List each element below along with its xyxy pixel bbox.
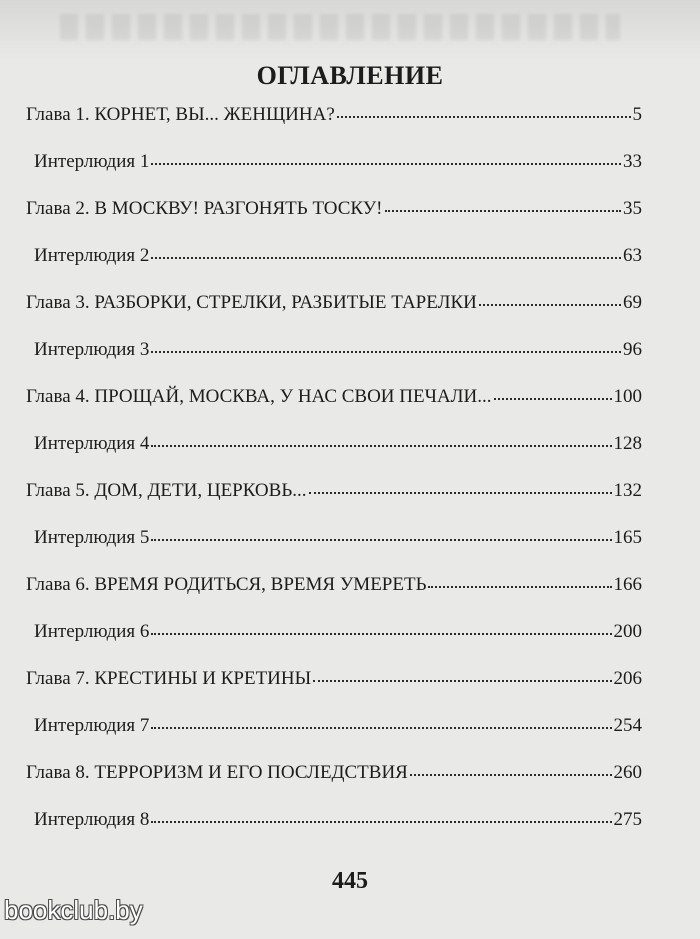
toc-entry: [26, 292, 642, 339]
toc-entry: [26, 715, 642, 762]
watermark: bookclub.by: [4, 895, 143, 925]
toc-entry: [26, 198, 642, 245]
toc-leader-dots: [151, 815, 611, 823]
toc-leader-dots: [151, 439, 611, 447]
toc-entry: [26, 574, 642, 621]
toc-entry-label: Интерлюдия 2: [34, 245, 150, 266]
toc-entry-label: Интерлюдия 4: [34, 433, 150, 454]
toc-entry: [26, 527, 642, 574]
toc-leader-dots: [309, 486, 612, 494]
toc-leader-dots: [151, 157, 621, 165]
toc-entry-label: Интерлюдия 3: [34, 339, 150, 360]
toc-entry-label: Интерлюдия 8: [34, 809, 150, 830]
toc-leader-dots: [313, 674, 611, 682]
toc-entry-label: Глава 7. КРЕСТИНЫ И КРЕТИНЫ: [26, 668, 312, 689]
toc-leader-dots: [151, 721, 611, 729]
toc-entry-label: Глава 4. ПРОЩАЙ, МОСКВА, У НАС СВОИ ПЕЧАЛИ...: [26, 386, 492, 407]
toc-entry: [26, 104, 642, 151]
toc-entry: [26, 480, 642, 527]
toc-entry-page: 165: [613, 527, 642, 548]
toc-leader-dots: [337, 110, 631, 118]
toc-entry: [26, 339, 642, 386]
toc-entry-page: 63: [623, 245, 642, 266]
toc-entry-page: 128: [613, 433, 642, 454]
toc-entry-label: Глава 8. ТЕРРОРИЗМ И ЕГО ПОСЛЕДСТВИЯ: [26, 762, 408, 783]
toc-entry-label: Глава 1. КОРНЕТ, ВЫ... ЖЕНЩИНА?: [26, 104, 335, 125]
toc-leader-dots: [494, 392, 612, 400]
toc-entry: [26, 668, 642, 715]
toc-entry-label: Глава 3. РАЗБОРКИ, СТРЕЛКИ, РАЗБИТЫЕ ТАРЕЛКИ: [26, 292, 477, 313]
toc-entry-page: 69: [623, 292, 642, 313]
toc-entry-page: 5: [632, 104, 642, 125]
toc-leader-dots: [151, 627, 611, 635]
toc-entry-page: 254: [613, 715, 642, 736]
toc-entry-label: Интерлюдия 5: [34, 527, 150, 548]
toc-entry: [26, 151, 642, 198]
toc-entry-page: 275: [613, 809, 642, 830]
page-title: ОГЛАВЛЕНИЕ: [256, 61, 444, 91]
toc-entry: [26, 621, 642, 668]
toc-entry: [26, 762, 642, 809]
toc-entry-page: 200: [613, 621, 642, 642]
toc-leader-dots: [151, 533, 611, 541]
table-of-contents: [26, 104, 642, 856]
toc-entry-label: Интерлюдия 1: [34, 151, 150, 172]
toc-entry: [26, 245, 642, 292]
toc-entry-page: 35: [623, 198, 642, 219]
toc-entry-page: 100: [613, 386, 642, 407]
toc-entry-page: 206: [613, 668, 642, 689]
toc-leader-dots: [385, 204, 621, 212]
toc-leader-dots: [479, 298, 621, 306]
page-number: 445: [332, 868, 368, 894]
toc-entry-label: Глава 2. В МОСКВУ! РАЗГОНЯТЬ ТОСКУ!: [26, 198, 383, 219]
toc-entry: [26, 433, 642, 480]
toc-entry-label: Интерлюдия 7: [34, 715, 150, 736]
toc-entry-page: 166: [613, 574, 642, 595]
toc-entry-label: Глава 6. ВРЕМЯ РОДИТЬСЯ, ВРЕМЯ УМЕРЕТЬ: [26, 574, 427, 595]
toc-leader-dots: [428, 580, 611, 588]
toc-entry: [26, 386, 642, 433]
toc-leader-dots: [151, 251, 621, 259]
toc-entry-page: 33: [623, 151, 642, 172]
toc-entry-page: 96: [623, 339, 642, 360]
toc-leader-dots: [410, 768, 612, 776]
toc-entry-page: 132: [613, 480, 642, 501]
toc-entry: [26, 809, 642, 856]
toc-entry-page: 260: [613, 762, 642, 783]
toc-entry-label: Интерлюдия 6: [34, 621, 150, 642]
toc-entry-label: Глава 5. ДОМ, ДЕТИ, ЦЕРКОВЬ...: [26, 480, 307, 501]
previous-page-bleed-through: [0, 0, 700, 60]
toc-leader-dots: [151, 345, 621, 353]
